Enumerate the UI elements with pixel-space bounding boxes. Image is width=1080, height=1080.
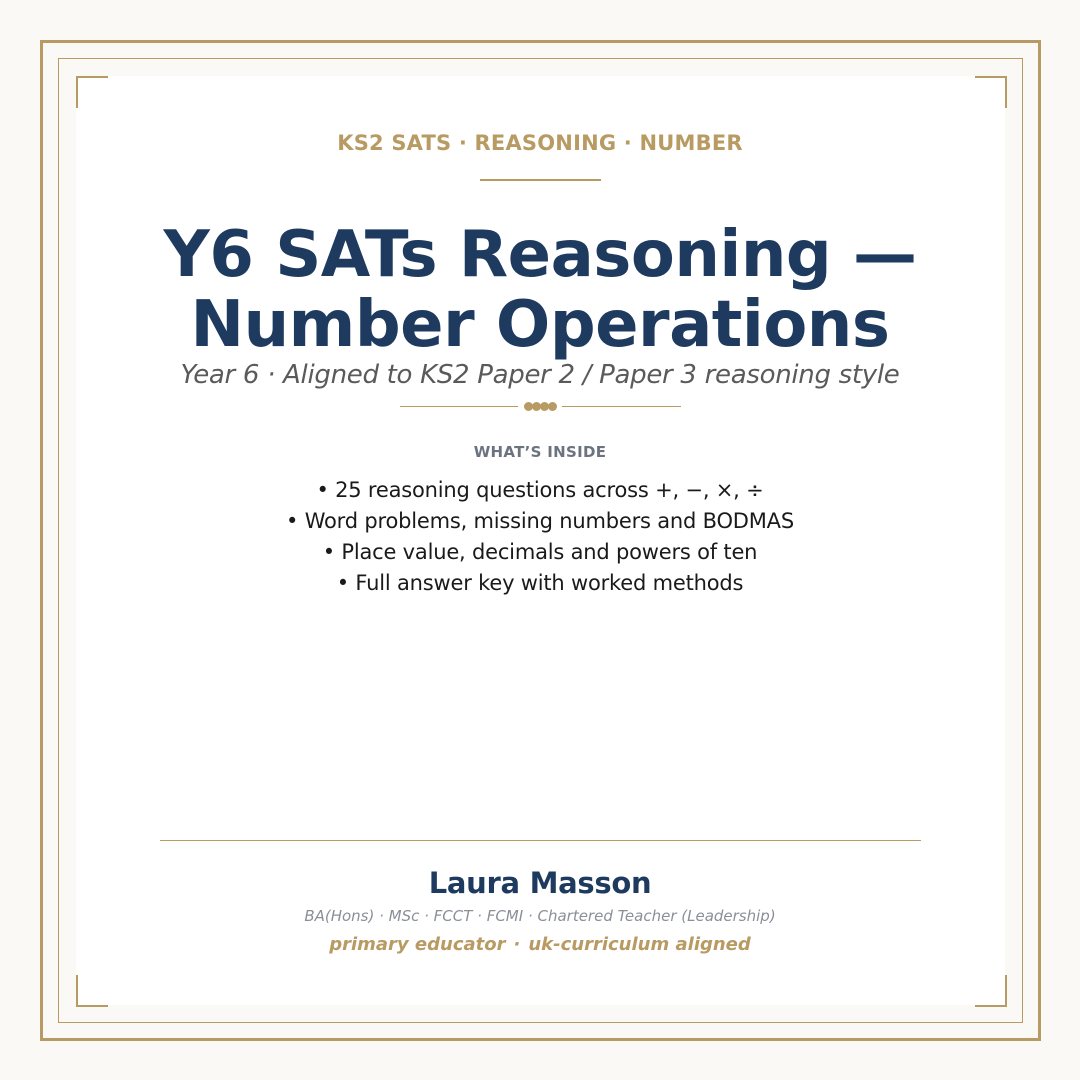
author-tagline [0, 934, 1080, 955]
title-line-1: Y6 SATs Reasoning — [163, 218, 917, 292]
corner-ornament-top-left [76, 76, 108, 108]
tagline-separator: · [513, 934, 521, 955]
contents-list [0, 475, 1080, 599]
subtitle: Year 6 · Aligned to KS2 Paper 2 / Paper 3 reasoning style [180, 360, 900, 390]
corner-ornament-top-right [975, 76, 1007, 108]
author-credentials: BA(Hons) · MSc · FCCT · FCMI · Chartered Teacher (Leadership) [304, 907, 776, 925]
tagline-role: primary educator [329, 934, 506, 955]
tagline-alignment: uk-curriculum aligned [528, 934, 751, 955]
footer-divider [160, 840, 921, 841]
list-item: • 25 reasoning questions across +, −, ×, ÷ [316, 478, 764, 502]
page-title [0, 220, 1080, 360]
kicker-text: KS2 SATS · REASONING · NUMBER [337, 131, 743, 155]
divider-line-right [562, 406, 681, 407]
list-item: • Place value, decimals and powers of ten [322, 540, 758, 564]
list-item: • Word problems, missing numbers and BODMAS [286, 509, 794, 533]
list-item: • Full answer key with worked methods [336, 571, 744, 595]
corner-ornament-bottom-left [76, 975, 108, 1007]
corner-ornament-bottom-right [975, 975, 1007, 1007]
whats-inside-heading: WHAT’S INSIDE [473, 443, 607, 461]
divider-line-left [400, 406, 518, 407]
ornamental-divider [400, 400, 681, 414]
author-name: Laura Masson [428, 866, 652, 900]
kicker-divider [480, 179, 601, 181]
dots-ornament-icon [524, 402, 558, 412]
title-line-2: Number Operations [190, 288, 890, 362]
